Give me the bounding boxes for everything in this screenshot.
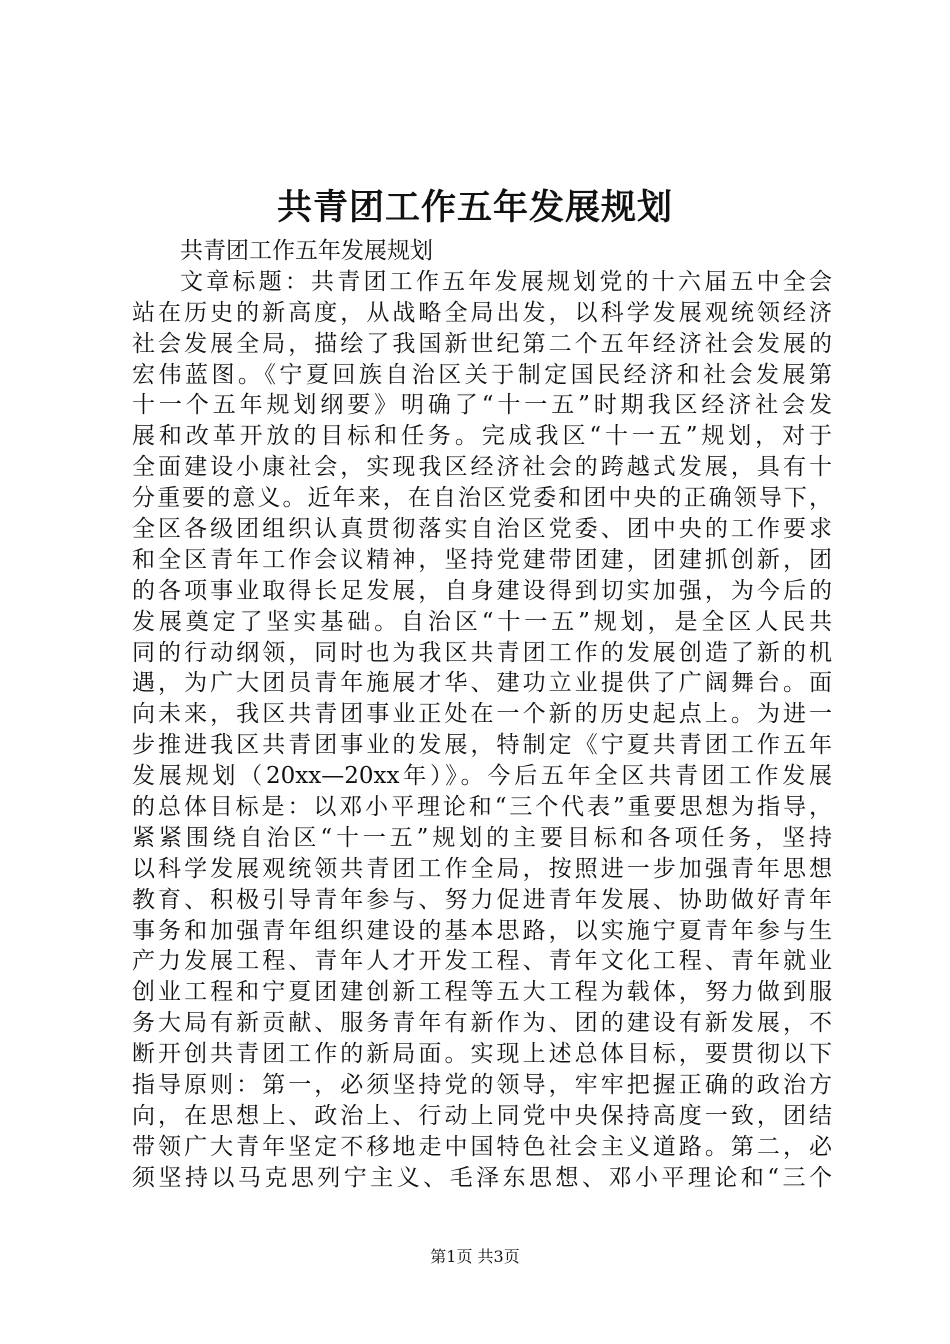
body-text-line: 分重要的意义。近年来，在自治区党委和团中央的正确领导下， [132,485,832,512]
body-text-line: 带领广大青年坚定不移地走中国特色社会主义道路。第二，必 [132,1133,832,1160]
body-text-line: 社会发展全局，描绘了我国新世纪第二个五年经济社会发展的 [132,330,832,357]
page-number: 第1页 共3页 [430,1247,520,1266]
body-text-line: 遇，为广大团员青年施展才华、建功立业提供了广阔舞台。面 [132,670,832,697]
subtitle-line: 共青团工作五年发展规划 [180,238,433,264]
body-text-line: 宏伟蓝图。《宁夏回族自治区关于制定国民经济和社会发展第 [132,361,832,388]
body-text-line: 创业工程和宁夏团建创新工程等五大工程为载体，努力做到服 [132,979,832,1006]
body-text-line: 事务和加强青年组织建设的基本思路，以实施宁夏青年参与生 [132,917,832,944]
document-body [132,236,832,1194]
body-text-line: 产力发展工程、青年人才开发工程、青年文化工程、青年就业 [132,948,832,975]
body-text-line: 发展奠定了坚实基础。自治区“十一五”规划，是全区人民共 [132,608,832,635]
body-text-line: 步推进我区共青团事业的发展，特制定《宁夏共青团工作五年 [132,732,832,759]
body-text-line: 站在历史的新高度，从战略全局出发，以科学发展观统领经济 [132,299,832,326]
body-text-line: 全面建设小康社会，实现我区经济社会的跨越式发展，具有十 [132,454,832,481]
body-text-line: 以科学发展观统领共青团工作全局，按照进一步加强青年思想 [132,855,832,882]
body-text-line: 向未来，我区共青团事业正处在一个新的历史起点上。为进一 [132,701,832,728]
body-text-line: 同的行动纲领，同时也为我区共青团工作的发展创造了新的机 [132,639,832,666]
body-text-line: 发展规划（20xx—20xx年）》。今后五年全区共青团工作发展 [132,763,832,790]
body-text-line: 断开创共青团工作的新局面。实现上述总体目标，要贯彻以下 [132,1041,832,1068]
body-text-line: 全区各级团组织认真贯彻落实自治区党委、团中央的工作要求 [132,516,832,543]
body-text-line: 须坚持以马克思列宁主义、毛泽东思想、邓小平理论和“三个 [132,1164,832,1191]
body-text-line: 教育、积极引导青年参与、努力促进青年发展、协助做好青年 [132,886,832,913]
body-text-line: 和全区青年工作会议精神，坚持党建带团建，团建抓创新，团 [132,546,832,573]
body-text-line: 指导原则：第一，必须坚持党的领导，牢牢把握正确的政治方 [132,1072,832,1099]
document-title: 共青团工作五年发展规划 [276,187,673,228]
body-text-line: 十一个五年规划纲要》明确了“十一五”时期我区经济社会发 [132,392,832,419]
body-text-line: 的总体目标是：以邓小平理论和“三个代表”重要思想为指导， [132,794,832,821]
body-text-line: 文章标题：共青团工作五年发展规划党的十六届五中全会 [180,268,832,295]
body-text-line: 务大局有新贡献、服务青年有新作为、团的建设有新发展，不 [132,1010,832,1037]
body-text-line: 紧紧围绕自治区“十一五”规划的主要目标和各项任务，坚持 [132,824,832,851]
body-text-line: 展和改革开放的目标和任务。完成我区“十一五”规划，对于 [132,423,832,450]
body-text-line: 的各项事业取得长足发展，自身建设得到切实加强，为今后的 [132,577,832,604]
body-text-line: 向，在思想上、政治上、行动上同党中央保持高度一致，团结 [132,1102,832,1129]
